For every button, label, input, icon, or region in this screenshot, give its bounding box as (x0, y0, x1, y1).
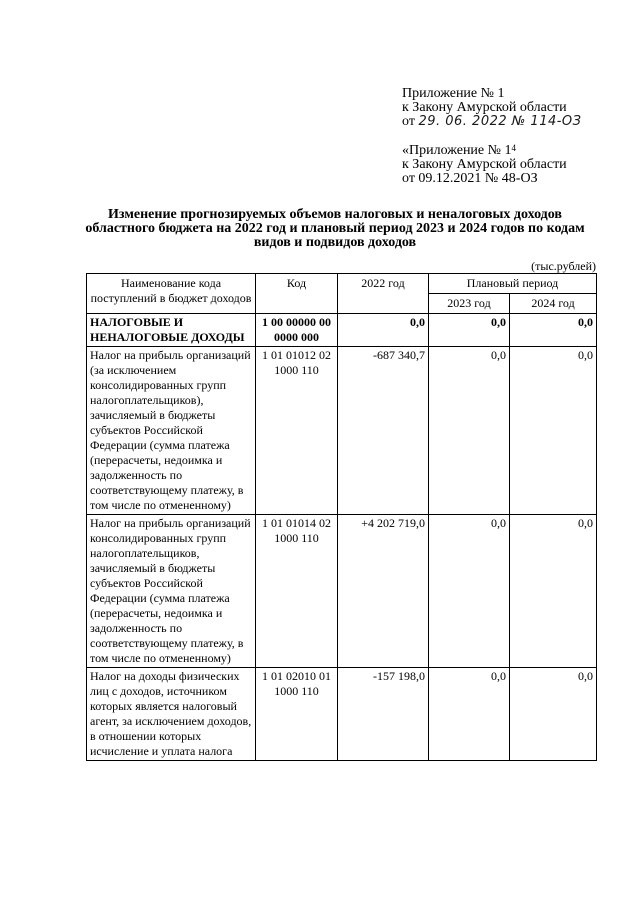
row-name: НАЛОГОВЫЕ И НЕНАЛОГОВЫЕ ДОХОДЫ (87, 314, 256, 347)
header-planned-period: Плановый период (429, 274, 597, 294)
handwritten-date-number: 29. 06. 2022 № 114-ОЗ (418, 114, 582, 129)
annex-number: Приложение № 1 (402, 86, 505, 101)
header-2023: 2023 год (429, 294, 510, 314)
revenue-table (86, 273, 597, 761)
header-2024: 2024 год (510, 294, 597, 314)
row-code: 1 00 00000 00 0000 000 (256, 314, 338, 347)
row-code: 1 01 02010 01 1000 110 (256, 668, 338, 761)
row-2023: 0,0 (429, 515, 510, 668)
header-2022: 2022 год (338, 274, 429, 314)
row-code: 1 01 01012 02 1000 110 (256, 347, 338, 515)
header-name: Наименование кода поступлений в бюджет доходов (87, 274, 256, 314)
row-name: Налог на прибыль организаций консолидированных групп налогоплательщиков, зачисляемый в бюджеты субъектов Российской Федерации (сумма платежа (перерасчеты, недоимка и задолженность по соответствующему платежу, в том числе по отмененному) (87, 515, 256, 668)
row-2024: 0,0 (510, 515, 597, 668)
row-2024: 0,0 (510, 314, 597, 347)
original-annex-law: к Закону Амурской области (402, 157, 567, 172)
annex-header (402, 87, 582, 129)
table-row (87, 314, 597, 347)
row-2022: 0,0 (338, 314, 429, 347)
table-row (87, 347, 597, 515)
document-title: Изменение прогнозируемых объемов налоговых и неналоговых доходов областного бюджета на 2022 год и плановый период 2023 и 2024 годов по кодам видов и подвидов доходов (85, 207, 585, 250)
original-annex-number (402, 144, 567, 158)
annex-law: к Закону Амурской области (402, 100, 567, 115)
row-2022: +4 202 719,0 (338, 515, 429, 668)
row-code: 1 01 01014 02 1000 110 (256, 515, 338, 668)
row-name: Налог на доходы физических лиц с доходов, источником которых является налоговый агент, за исключением доходов, в отношении которых исчисление и уплата налога (87, 668, 256, 761)
header-code: Код (256, 274, 338, 314)
row-2024: 0,0 (510, 668, 597, 761)
original-annex-date: от 09.12.2021 № 48-ОЗ (402, 171, 538, 186)
unit-label: (тыс.рублей) (531, 259, 596, 273)
original-annex-header (402, 144, 567, 186)
row-name: Налог на прибыль организаций (за исключением консолидированных групп налогоплательщиков), зачисляемый в бюджеты субъектов Российской Федерации (сумма платежа (перерасчеты, недоимка и задолженность по соответствующему платежу, в том числе по отмененному) (87, 347, 256, 515)
row-2023: 0,0 (429, 314, 510, 347)
row-2024: 0,0 (510, 347, 597, 515)
annex-date (402, 115, 582, 129)
row-2023: 0,0 (429, 668, 510, 761)
table-row (87, 515, 597, 668)
row-2022: -157 198,0 (338, 668, 429, 761)
row-2022: -687 340,7 (338, 347, 429, 515)
original-annex-sup: 4 (511, 143, 516, 153)
table-row (87, 668, 597, 761)
annex-date-prefix: от (402, 114, 415, 129)
original-annex-number-text: «Приложение № 1 (402, 143, 512, 158)
row-2023: 0,0 (429, 347, 510, 515)
